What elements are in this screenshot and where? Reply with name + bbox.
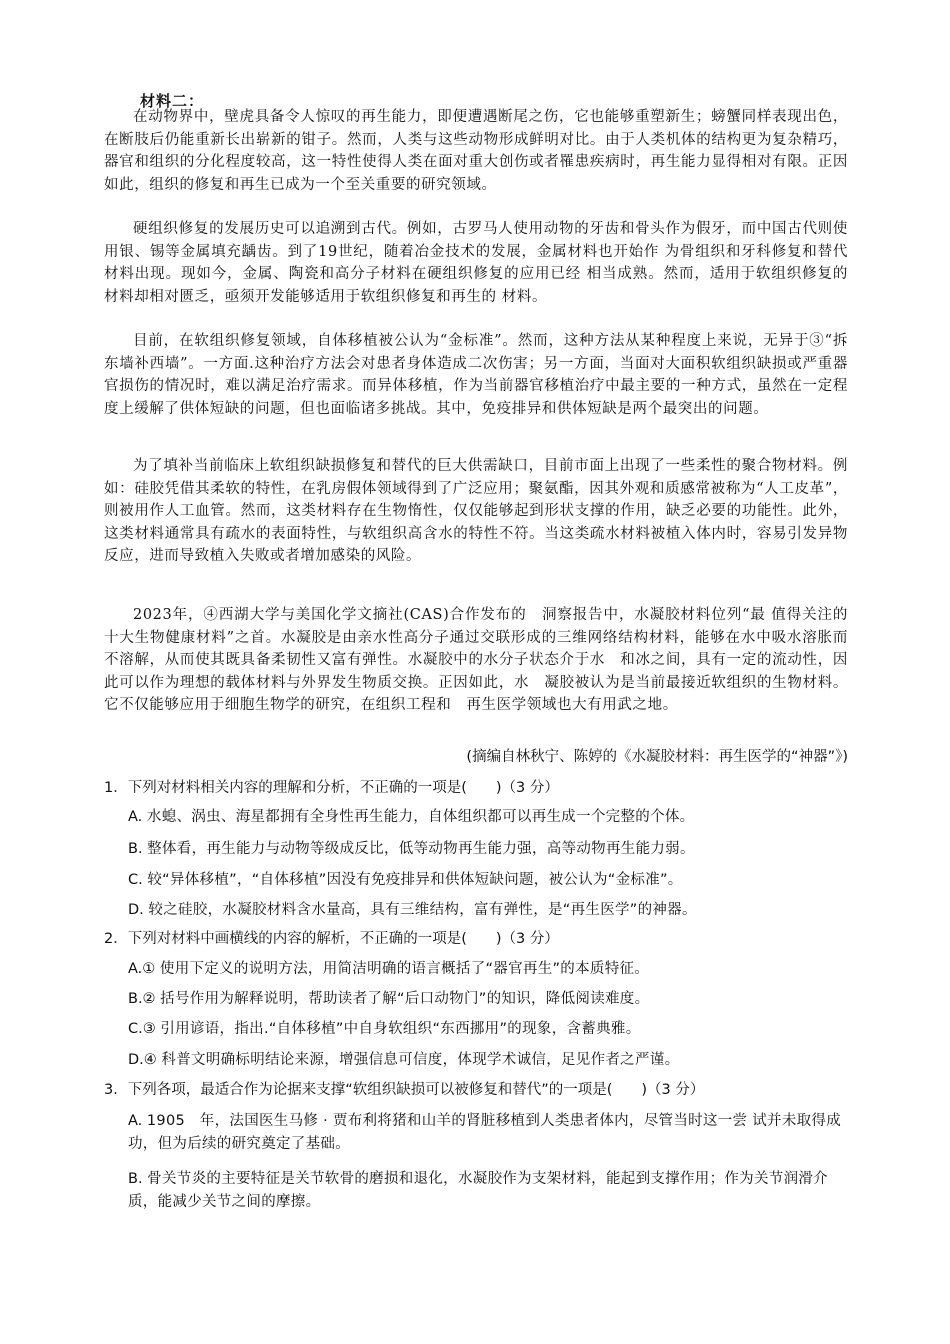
option-label: A. [128,1113,143,1129]
option-text: 较“异体移植”，“自体移植”因没有免疫排异和供体短缺问题，被公认为“金标准”。 [147,872,683,888]
paragraph-5: 2023年，④西湖大学与美国化学文摘社(CAS)合作发布的 洞察报告中，水凝胶材料位列“最 值得关注的十大生物健康材料”之首。水凝胶是由亲水性高分子通过交联形成的三维网络结构材料，能够在水中吸水溶胀而不溶解，从而使其既具备柔韧性又富有弹性。水凝胶中的水分子状态介于水 和冰之间，具有一定的流动性，因此可以作为理想的载体材料与外界发生物质交换。正因如此，水 凝胶被认为是当前最接近软组织的生物材料。它不仅能够应用于细胞生物学的研究，在组织工程和 再生医学领域也大有用武之地。 [104,607,848,714]
paragraph-1: 在动物界中，壁虎具备令人惊叹的再生能力，即便遭遇断尾之伤，它也能够重塑新生；螃蟹同样表现出色，在断肢后仍能重新长出崭新的钳子。然而，人类与这些动物形成鲜明对比。由于人类机体的结构更为复杂精巧，器官和组织的分化程度较高，这一特性使得人类在面对重大创伤或者罹患疾病时，再生能力显得相对有限。正因如此，组织的修复和再生已成为一个至关重要的研究领域。 [104,109,848,193]
option-text: 水螅、涡虫、海星都拥有全身性再生能力，自体组织都可以再生成一个完整的个体。 [146,809,695,825]
paragraph-3: 目前，在软组织修复领域，自体移植被公认为“金标准”。然而，这种方法从某种程度上来说，无异于③“拆东墙补西墙”。一方面.这种治疗方法会对患者身体造成二次伤害；另一方面，当面对大面积软组织缺损或严重器官损伤的情况时，难以满足治疗需求。而异体移植，作为当前器官移植治疗中最主要的一种方式，虽然在一定程度上缓解了供体短缺的问题，但也面临诸多挑战。其中，免疫排异和供体短缺是两个最突出的问题。 [104,333,848,417]
question-2-option-b[interactable] [128,988,848,1011]
option-text: 骨关节炎的主要特征是关节软骨的磨损和退化，水凝胶作为支架材料，能起到支撑作用；作为关节润滑介质，能减少关节之间的摩擦。 [128,1171,828,1210]
option-label: B. [128,1171,143,1187]
option-text: 1905 年，法国医生马修 · 贾布利将猪和山羊的肾脏移植到人类患者体内，尽管当时这一尝 试并未取得成功，但为后续的研究奠定了基础。 [128,1113,842,1152]
question-1-stem: 1．下列对材料相关内容的理解和分析，不正确的一项是( )（3 分） [104,780,559,796]
question-1-option-b[interactable] [128,838,848,861]
option-text: 使用下定义的说明方法，用简洁明确的语言概括了“器官再生”的本质特征。 [159,961,650,977]
source-citation: (摘编自林秋宁、陈婷的《水凝胶材料：再生医学的“神器”》) [466,749,848,765]
question-2-option-a[interactable] [128,958,848,981]
option-label: B. [128,841,143,857]
question-3-option-b[interactable] [128,1168,848,1214]
paragraph-2: 硬组织修复的发展历史可以追溯到古代。例如，古罗马人使用动物的牙齿和骨头作为假牙，而中国古代则使用银、锡等金属填充龋齿。到了19世纪，随着冶金技术的发展，金属材料也开始作 为骨组织和牙科修复和替代材料出现。现如今，金属、陶瓷和高分子材料在硬组织修复的应用已经 相当成熟。然而，适用于软组织修复的材料却相对匮乏，亟须开发能够适用于软组织修复和再生的 材料。 [104,221,848,305]
option-label: D.④ [128,1052,157,1068]
question-1-option-d[interactable] [128,899,848,922]
material-heading: 材料二： [140,92,205,110]
question-1-option-a[interactable] [128,806,848,829]
question-1-option-c[interactable] [128,869,848,892]
option-text: 整体看，再生能力与动物等级成反比，低等动物再生能力强，高等动物再生能力弱。 [147,841,695,857]
option-label: A. [128,809,143,825]
option-text: 括号作用为解释说明，帮助读者了解“后口动物门”的知识，降低阅读难度。 [160,991,650,1007]
question-2-option-d[interactable] [128,1049,848,1072]
option-label: C. [128,872,143,888]
option-text: 较之硅胶，水凝胶材料含水量高，具有三维结构，富有弹性，是“再生医学”的神器。 [148,902,697,918]
option-label: D. [128,902,144,918]
option-label: B.② [128,991,156,1007]
question-2-stem: 2．下列对材料中画横线的内容的解析，不正确的一项是( )（3 分） [104,931,559,947]
paragraph-4: 为了填补当前临床上软组织缺损修复和替代的巨大供需缺口，目前市面上出现了一些柔性的聚合物材料。例如：硅胶凭借其柔软的特性，在乳房假体领域得到了广泛应用；聚氨酯，因其外观和质感常被称为“人工皮革”，则被用作人工血管。然而，这类材料存在生物惰性，仅仅能够起到形状支撑的作用，缺乏必要的功能性。此外，这类材料通常具有疏水的表面特性，与软组织高含水的特性不符。当这类疏水材料被植入体内时，容易引发异物反应，进而导致植入失败或者增加感染的风险。 [104,458,848,565]
question-3-option-a[interactable] [128,1110,848,1156]
option-text: 科普文明确标明结论来源，增强信息可信度，体现学术诚信，足见作者之严谨。 [161,1052,680,1068]
option-label: A.① [128,961,156,977]
option-label: C.③ [128,1021,156,1037]
question-2-option-c[interactable] [128,1018,848,1041]
question-3-stem: 3．下列各项，最适合作为论据来支撑“软组织缺损可以被修复和替代”的一项是( )（3 分） [104,1082,705,1098]
option-text: 引用谚语，指出.“自体移植”中自身软组织“东西挪用”的现象，含蓄典雅。 [160,1021,641,1037]
